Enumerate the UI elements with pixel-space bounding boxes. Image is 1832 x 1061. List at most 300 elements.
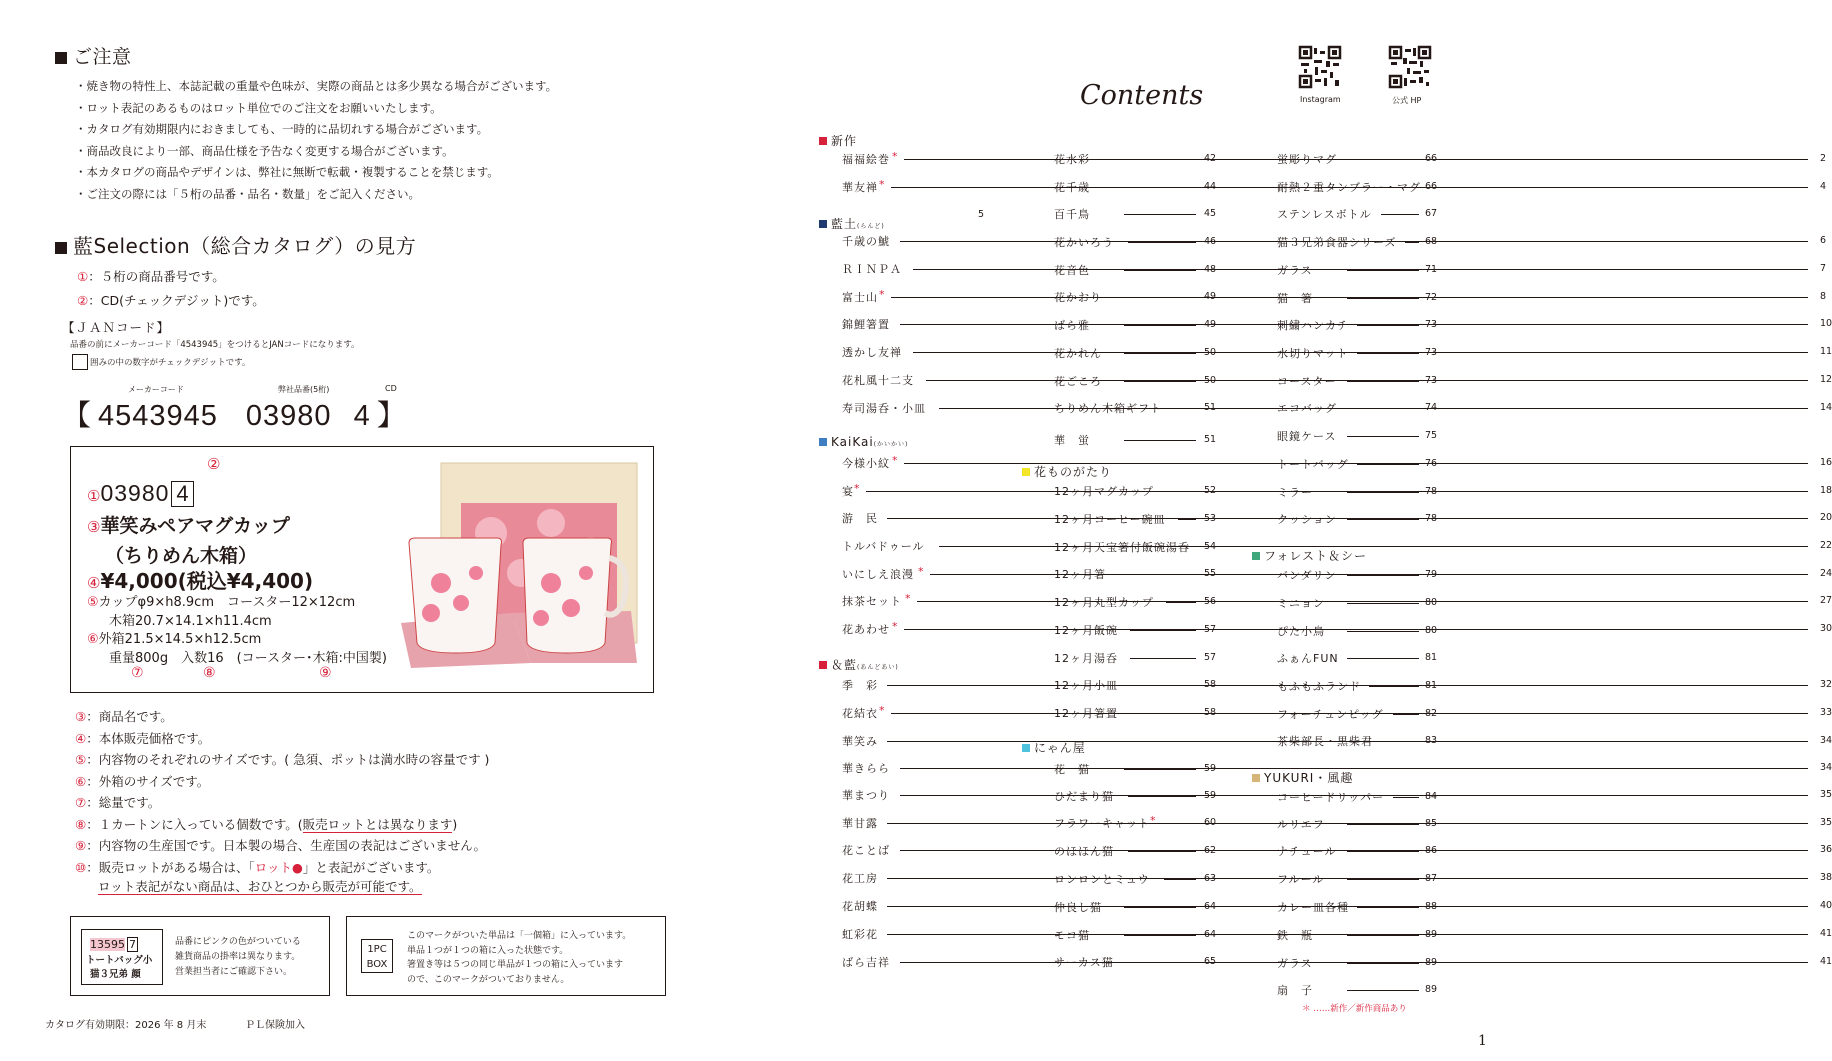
toc-entry-name: 寿司湯呑・小皿 — [842, 402, 926, 415]
toc-page: 71 — [1425, 264, 1438, 275]
toc-entry-name: 12ヶ月天宝箸付飯碗湯呑 — [1054, 541, 1190, 554]
toc-page: 67 — [1425, 208, 1438, 219]
toc-entry-name: 抹茶セット — [842, 595, 902, 608]
toc-page: 72 — [1425, 292, 1438, 303]
leader-line — [1347, 935, 1419, 936]
section-marker-icon — [819, 438, 827, 446]
product-size-2: 木箱20.7×14.1×h11.4cm — [109, 614, 272, 629]
toc-entry-name: 虹彩花 — [842, 928, 878, 941]
toc-page: 84 — [1425, 791, 1438, 802]
leader-line — [1347, 298, 1419, 299]
toc-entry-name: もふもふランド — [1277, 680, 1361, 693]
section-marker-icon — [1252, 552, 1260, 560]
leader-line — [1124, 935, 1196, 936]
leader-line — [1347, 824, 1419, 825]
toc-page: 51 — [1204, 434, 1217, 445]
leader-line — [1347, 631, 1419, 632]
leader-line — [1128, 962, 1196, 963]
new-star-icon: * — [879, 704, 886, 717]
notice-item: ・本カタログの商品やデザインは、弊社に無断で転載・複製することを禁じます。 — [75, 165, 499, 179]
toc-entry-name: ミニョン — [1277, 597, 1325, 610]
jan-note-1: 品番の前にメーカーコード「4543945」をつけるとJANコードになります。 — [70, 340, 360, 350]
toc-page: 68 — [1425, 236, 1438, 247]
toc-entry-name: コーヒードリッパー — [1277, 791, 1385, 804]
check-box-sample — [72, 354, 88, 370]
toc-entry-name: 花 猫 — [1054, 763, 1090, 776]
leader-line — [1124, 574, 1196, 575]
section-marker-icon — [1022, 468, 1030, 476]
instagram-label: Instagram — [1300, 95, 1341, 104]
toc-entry-name: 華甘露 — [842, 817, 878, 830]
leader-line — [1164, 879, 1196, 880]
leader-line — [1393, 797, 1419, 798]
leader-line — [917, 601, 1808, 602]
product-outer: ⑥外箱21.5×14.5×h12.5cm — [87, 632, 262, 647]
toc-entry-name: のほほん猫 — [1054, 845, 1114, 858]
toc-entry-name: 花あわせ — [842, 623, 890, 636]
toc-page: 44 — [1204, 181, 1217, 192]
toc-entry-name: ばら雅 — [1054, 319, 1090, 332]
leader-line — [1347, 519, 1419, 520]
toc-entry-name: 仲良し猫 — [1054, 901, 1102, 914]
toc-entry-name: 花ごころ — [1054, 375, 1102, 388]
toc-entry-name: ミラー — [1277, 486, 1313, 499]
toc-entry-name: いにしえ浪漫 — [842, 568, 914, 581]
toc-page: 85 — [1425, 818, 1438, 829]
leader-line — [1347, 575, 1419, 576]
toc-page: 66 — [1425, 181, 1438, 192]
toc-entry-name: 季 彩 — [842, 679, 878, 692]
toc-entry-name: 蛍彫りマグ — [1277, 153, 1337, 166]
product-image — [401, 463, 641, 673]
toc-entry-name: エコバッグ — [1277, 402, 1337, 415]
product-name-2: （ちりめん木箱） — [105, 545, 258, 567]
toc-entry-name: 花結衣 — [842, 707, 878, 720]
validity: カタログ有効期限：2026 年 8 月末 — [45, 1020, 207, 1031]
leader-line — [1347, 990, 1419, 991]
toc-entry-name: 水切りマット — [1277, 347, 1349, 360]
leader-line — [1124, 187, 1196, 188]
toc-page: 62 — [1204, 845, 1217, 856]
toc-page: 12 — [1820, 374, 1832, 385]
toc-entry-name: 12ヶ月マグカップ — [1054, 485, 1154, 498]
toc-entry-name: バンダリン — [1277, 569, 1337, 582]
toc-page: 80 — [1425, 597, 1438, 608]
leader-line — [900, 324, 1808, 325]
toc-entry-name: 錦鯉箸置 — [842, 318, 890, 331]
label-item: 弊社品番(5桁) — [278, 385, 330, 394]
jan-code: 【 4543945 03980 4 】 — [62, 400, 407, 432]
toc-page: 73 — [1425, 375, 1438, 386]
toc-entry-name: ひだまり猫 — [1054, 790, 1114, 803]
leader-line — [1347, 159, 1419, 160]
leader-line — [1347, 436, 1419, 437]
website-qr-icon[interactable] — [1389, 46, 1431, 88]
toc-page: 34 — [1820, 735, 1832, 746]
leader-line — [866, 491, 1808, 492]
leader-line — [1381, 214, 1419, 215]
toc-page: 63 — [1204, 873, 1217, 884]
toc-page: 4 — [1820, 181, 1827, 192]
toc-page: 20 — [1820, 512, 1832, 523]
toc-entry-name: 游 民 — [842, 512, 878, 525]
leader-line — [1124, 325, 1196, 326]
toc-page: 11 — [1820, 346, 1832, 357]
toc-page: 8 — [1820, 291, 1827, 302]
new-star-icon: * — [892, 150, 899, 163]
toc-entry-name: 12ヶ月箸置 — [1054, 707, 1118, 720]
notice-list — [75, 76, 557, 205]
toc-entry-name: 華友禅 — [842, 181, 878, 194]
explain-item: ⑥：外箱のサイズです。 — [75, 773, 210, 789]
toc-entry-name: 12ヶ月湯呑 — [1054, 652, 1118, 665]
onepc-note-box — [346, 916, 666, 996]
toc-page: 89 — [1425, 957, 1438, 968]
toc-page: 7 — [1820, 263, 1827, 274]
leader-line — [1347, 963, 1419, 964]
toc-page: 81 — [1425, 652, 1438, 663]
leader-line — [1130, 685, 1196, 686]
product-name-1: ③華笑みペアマグカップ — [87, 515, 290, 537]
new-star-icon: * — [854, 482, 861, 495]
toc-entry-name: 扇 子 — [1277, 984, 1313, 997]
leader-line — [1347, 879, 1419, 880]
marker-9: ⑨ — [319, 665, 332, 681]
leader-line — [1166, 602, 1196, 603]
explain-item: ⑦：総量です。 — [75, 795, 161, 810]
explain-item: ⑨：内容物の生産国です。日本製の場合、生産国の表記はございません。 — [75, 838, 486, 853]
section-marker-icon — [1252, 774, 1260, 782]
toc-entry-name: ガラス — [1277, 264, 1313, 277]
star-legend: ＊ ……新作／新作商品あり — [1302, 1004, 1407, 1014]
toc-page: 50 — [1204, 347, 1217, 358]
toc-entry-name: 耐熱２重タンブラー・マグ — [1277, 181, 1421, 194]
toc-section: 藍土(らんど) — [819, 215, 885, 232]
notice-item: ・カタログ有効期限内におきましても、一時的に品切れする場合がございます。 — [75, 122, 489, 136]
toc-entry-name: ナチュール — [1277, 845, 1337, 858]
toc-page: 6 — [1820, 235, 1827, 246]
toc-page: 5 — [978, 209, 985, 220]
toc-entry-name: 12ヶ月丸型カップ — [1054, 596, 1154, 609]
toc-page: 40 — [1820, 900, 1832, 911]
leader-line — [1369, 686, 1419, 687]
toc-page: 59 — [1204, 790, 1217, 801]
leader-line — [1130, 658, 1196, 659]
leader-line — [1124, 769, 1196, 770]
label-cd: CD — [385, 384, 397, 393]
insurance: ＰＬ保険加入 — [245, 1020, 305, 1031]
toc-entry-name: 12ヶ月コーヒー碗皿 — [1054, 513, 1166, 526]
explain-item: ⑧：１カートンに入っている個数です。(販売ロットとは異なります) — [75, 816, 458, 832]
new-star-icon: * — [918, 565, 925, 578]
toc-entry-name: 透かし友禅 — [842, 346, 902, 359]
toc-page: 10 — [1820, 318, 1832, 329]
pink-sample: 13595 7 トートバッグ小 猫３兄弟 顔 — [81, 929, 163, 985]
toc-entry-name: サーカス猫 — [1054, 956, 1114, 969]
explain-item: ⑤：内容物のそれぞれのサイズです。( 急須、ポットは満水時の容量です ) — [75, 752, 490, 767]
toc-entry-name: 華 蛍 — [1054, 434, 1090, 447]
toc-page: 45 — [1204, 208, 1217, 219]
toc-page: 34 — [1820, 762, 1832, 773]
new-star-icon: * — [892, 620, 899, 633]
toc-entry-name: 花かいろう — [1054, 236, 1114, 249]
toc-page: 48 — [1204, 264, 1217, 275]
marker-7: ⑦ — [131, 665, 144, 681]
toc-entry-name: ステンレスボトル — [1277, 208, 1372, 221]
toc-entry-name: 宴 — [842, 485, 854, 498]
toc-entry-name: ＲＩＮＰＡ — [842, 263, 902, 276]
toc-entry-name: 花工房 — [842, 872, 878, 885]
howto-heading: 藍Selection（総合カタログ）の見方 — [55, 230, 416, 259]
section-marker-icon — [1022, 744, 1030, 752]
toc-entry-name: 花音色 — [1054, 264, 1090, 277]
toc-page: 82 — [1425, 708, 1438, 719]
product-price: ④¥4,000(税込¥4,400) — [87, 569, 314, 593]
leader-line — [1124, 297, 1196, 298]
toc-page: 80 — [1425, 625, 1438, 636]
toc-page: 41 — [1820, 956, 1832, 967]
onepc-desc: このマークがついた単品は「一個箱」に入っています。 単品１つが１つの箱に入った状態です。 箸置き等は５つの同じ単品が１つの箱に入っています ので、このマークがついておりません。 — [407, 931, 632, 985]
toc-entry-name: フォーチュンピッグ — [1277, 708, 1384, 721]
toc-page: 64 — [1204, 929, 1217, 940]
website-label: 公式 HP — [1392, 96, 1422, 105]
product-weight: 重量800g 入数16 (コースター･木箱:中国製) — [109, 651, 387, 666]
toc-entry-name: 茶柴部長・黒柴君 — [1277, 735, 1373, 748]
notice-item: ・ご注文の際には「５桁の品番・品名・数量」をご記入ください。 — [75, 186, 420, 201]
howto-lines: ①：５桁の商品番号です。 ②：CD(チェックデジット)です。 — [77, 269, 265, 308]
toc-page: 27 — [1820, 595, 1832, 606]
notice-item: ・商品改良により一部、商品仕様を予告なく変更する場合がございます。 — [75, 143, 454, 158]
toc-page: 24 — [1820, 568, 1832, 579]
pink-desc: 品番にピンクの色がついている 雑貨商品の掛率は異なります。 営業担当者にご確認下さい。 — [175, 937, 301, 977]
toc-page: 83 — [1425, 735, 1438, 746]
toc-entry-name: 刺繍ハンカチ — [1277, 319, 1349, 332]
explain-item: ③：商品名です。 — [75, 709, 173, 724]
explain-item: ④：本体販売価格です。 — [75, 730, 211, 746]
toc-entry-name: 今様小紋 — [842, 457, 890, 470]
toc-entry-name: モコ猫 — [1054, 929, 1090, 942]
toc-page: 65 — [1204, 956, 1217, 967]
leader-line — [900, 768, 1808, 769]
toc-entry-name: ちりめん木箱ギフト — [1054, 402, 1162, 415]
toc-page: 18 — [1820, 485, 1832, 496]
toc-page: 30 — [1820, 623, 1832, 634]
leader-line — [1168, 823, 1196, 824]
toc-page: 36 — [1820, 844, 1832, 855]
new-star-icon: * — [905, 592, 912, 605]
toc-page: 79 — [1425, 569, 1438, 580]
leader-line — [1347, 603, 1419, 604]
toc-page: 14 — [1820, 402, 1832, 413]
leader-line — [1347, 851, 1419, 852]
new-star-icon: * — [1150, 814, 1157, 827]
marker-2: ② — [207, 455, 221, 473]
toc-section: YUKURI・風趣 — [1252, 769, 1353, 786]
toc-page: 41 — [1820, 928, 1832, 939]
leader-line — [1128, 242, 1196, 243]
leader-line — [1381, 741, 1419, 742]
section-marker-icon — [819, 137, 827, 145]
toc-entry-name: 華笑み — [842, 735, 878, 748]
toc-section: にゃん屋 — [1022, 739, 1086, 756]
toc-entry-name: ふぁんFUN — [1277, 652, 1339, 665]
leader-line — [1347, 492, 1419, 493]
toc-page: 38 — [1820, 872, 1832, 883]
toc-page: 35 — [1820, 817, 1832, 828]
product-size-1: ⑤カップφ9×h8.9cm コースター12×12cm — [87, 595, 356, 610]
leader-line — [1124, 214, 1196, 215]
contents-title: Contents — [1080, 80, 1204, 111]
toc-page: 33 — [1820, 707, 1832, 718]
section-marker-icon — [819, 661, 827, 669]
toc-entry-name: 花水彩 — [1054, 153, 1090, 166]
toc-page: 87 — [1425, 873, 1438, 884]
leader-line — [1124, 353, 1196, 354]
toc-entry-name: 12ヶ月飯碗 — [1054, 624, 1118, 637]
toc-entry-name: 百千鳥 — [1054, 208, 1090, 221]
toc-entry-name: フラワーキャット — [1054, 817, 1150, 830]
toc-entry-name: コースター — [1277, 375, 1337, 388]
leader-line — [1176, 408, 1196, 409]
toc-page: 55 — [1204, 568, 1217, 579]
toc-page: 60 — [1204, 817, 1217, 828]
toc-entry-name: トートバッグ — [1277, 458, 1349, 471]
toc-entry-name: 花札風十二支 — [842, 374, 914, 387]
toc-page: 73 — [1425, 347, 1438, 358]
toc-page: 74 — [1425, 402, 1438, 413]
new-star-icon: * — [879, 288, 886, 301]
explain-last: ロット表記がない商品は、おひとつから販売が可能です。 — [98, 879, 422, 894]
leader-line — [1347, 270, 1419, 271]
toc-entry-name: 千歳の鯱 — [842, 235, 890, 248]
toc-page: 64 — [1204, 901, 1217, 912]
toc-page: 56 — [1204, 596, 1217, 607]
toc-entry-name: 富士山 — [842, 291, 878, 304]
product-sample-box — [70, 446, 654, 693]
toc-section: KaiKai(かいかい) — [819, 435, 908, 449]
explain-list — [75, 706, 489, 878]
leader-line — [1357, 464, 1419, 465]
toc-entry-name: トルバドゥール — [842, 540, 925, 553]
leader-line — [1347, 658, 1419, 659]
toc-entry-name: 福福絵巻 — [842, 153, 890, 166]
page-number: 1 — [1478, 1033, 1487, 1049]
leader-line — [1124, 440, 1196, 441]
leader-line — [1124, 907, 1196, 908]
toc-section: ＆藍(あんどあい) — [819, 656, 899, 673]
leader-line — [1393, 714, 1419, 715]
leader-line — [1357, 353, 1419, 354]
toc-page: 89 — [1425, 929, 1438, 940]
toc-page: 57 — [1204, 652, 1217, 663]
toc-page: 57 — [1204, 624, 1217, 635]
toc-page: 53 — [1204, 513, 1217, 524]
leader-line — [1128, 796, 1196, 797]
onepc-mark: 1PC BOX — [361, 939, 393, 973]
toc-page: 54 — [1204, 541, 1217, 552]
leader-line — [1357, 907, 1419, 908]
toc-page: 22 — [1820, 540, 1832, 551]
toc-page: 35 — [1820, 789, 1832, 800]
leader-line — [1124, 270, 1196, 271]
toc-page: 59 — [1204, 763, 1217, 774]
instagram-qr-icon[interactable] — [1299, 46, 1341, 88]
toc-page: 78 — [1425, 513, 1438, 524]
toc-page: 58 — [1204, 707, 1217, 718]
toc-entry-name: 花千歳 — [1054, 181, 1090, 194]
toc-section: フォレスト＆シー — [1252, 547, 1367, 564]
leader-line — [1178, 519, 1196, 520]
toc-entry-name: 眼鏡ケース — [1277, 430, 1337, 443]
toc-page: 88 — [1425, 901, 1438, 912]
toc-page: 66 — [1425, 153, 1438, 164]
leader-line — [1347, 381, 1419, 382]
section-marker-icon — [819, 220, 827, 228]
toc-entry-name: 猫３兄弟食器シリーズ — [1277, 236, 1397, 249]
toc-page: 2 — [1820, 153, 1827, 164]
toc-page: 16 — [1820, 457, 1832, 468]
toc-entry-name: ガラス — [1277, 957, 1313, 970]
toc-page: 46 — [1204, 236, 1217, 247]
toc-entry-name: クッション — [1277, 513, 1337, 526]
toc-entry-name: ばら吉祥 — [842, 956, 890, 969]
marker-8: ⑧ — [203, 665, 216, 681]
product-code-line: ①03980 4 — [87, 480, 194, 507]
toc-section: 新作 — [819, 132, 857, 149]
leader-line — [1130, 630, 1196, 631]
leader-line — [1357, 325, 1419, 326]
notice-heading: ご注意 — [55, 42, 132, 69]
leader-line — [1347, 408, 1419, 409]
leader-line — [1128, 851, 1196, 852]
toc-page: 50 — [1204, 375, 1217, 386]
leader-line — [1124, 381, 1196, 382]
leader-line — [1405, 242, 1419, 243]
label-maker: メーカーコード — [128, 385, 184, 394]
pink-note-box — [70, 916, 330, 996]
toc-entry-name: 猫 箸 — [1277, 292, 1313, 305]
toc-entry-name: カレー皿各種 — [1277, 901, 1349, 914]
toc-page: 32 — [1820, 679, 1832, 690]
new-star-icon: * — [892, 454, 899, 467]
toc-page: 76 — [1425, 458, 1438, 469]
new-star-icon: * — [879, 178, 886, 191]
toc-section: 花ものがたり — [1022, 463, 1112, 480]
toc-page: 42 — [1204, 153, 1217, 164]
toc-entry-name: ぴた小鳥 — [1277, 625, 1325, 638]
toc-entry-name: 花かれん — [1054, 347, 1102, 360]
leader-line — [1124, 159, 1196, 160]
toc-entry-name: 花ことば — [842, 844, 890, 857]
toc-entry-name: 花かおり — [1054, 291, 1102, 304]
toc-page: 86 — [1425, 845, 1438, 856]
toc-entry-name: 鉄 瓶 — [1277, 929, 1313, 942]
toc-entry-name: 12ヶ月小皿 — [1054, 679, 1118, 692]
toc-page: 49 — [1204, 319, 1217, 330]
toc-page: 81 — [1425, 680, 1438, 691]
leader-line — [904, 629, 1808, 630]
toc-page: 51 — [1204, 402, 1217, 413]
toc-entry-name: 12ヶ月箸 — [1054, 568, 1106, 581]
notice-item: ・焼き物の特性上、本誌記載の重量や色味が、実際の商品とは多少異なる場合がございます。 — [75, 79, 558, 93]
notice-item: ・ロット表記のあるものはロット単位でのご注文をお願いいたします。 — [75, 100, 442, 115]
toc-page: 75 — [1425, 430, 1438, 441]
toc-page: 89 — [1425, 984, 1438, 995]
leader-line — [1130, 713, 1196, 714]
toc-page: 58 — [1204, 679, 1217, 690]
toc-entry-name: 花胡蝶 — [842, 900, 878, 913]
toc-entry-name: フルール — [1277, 873, 1325, 886]
